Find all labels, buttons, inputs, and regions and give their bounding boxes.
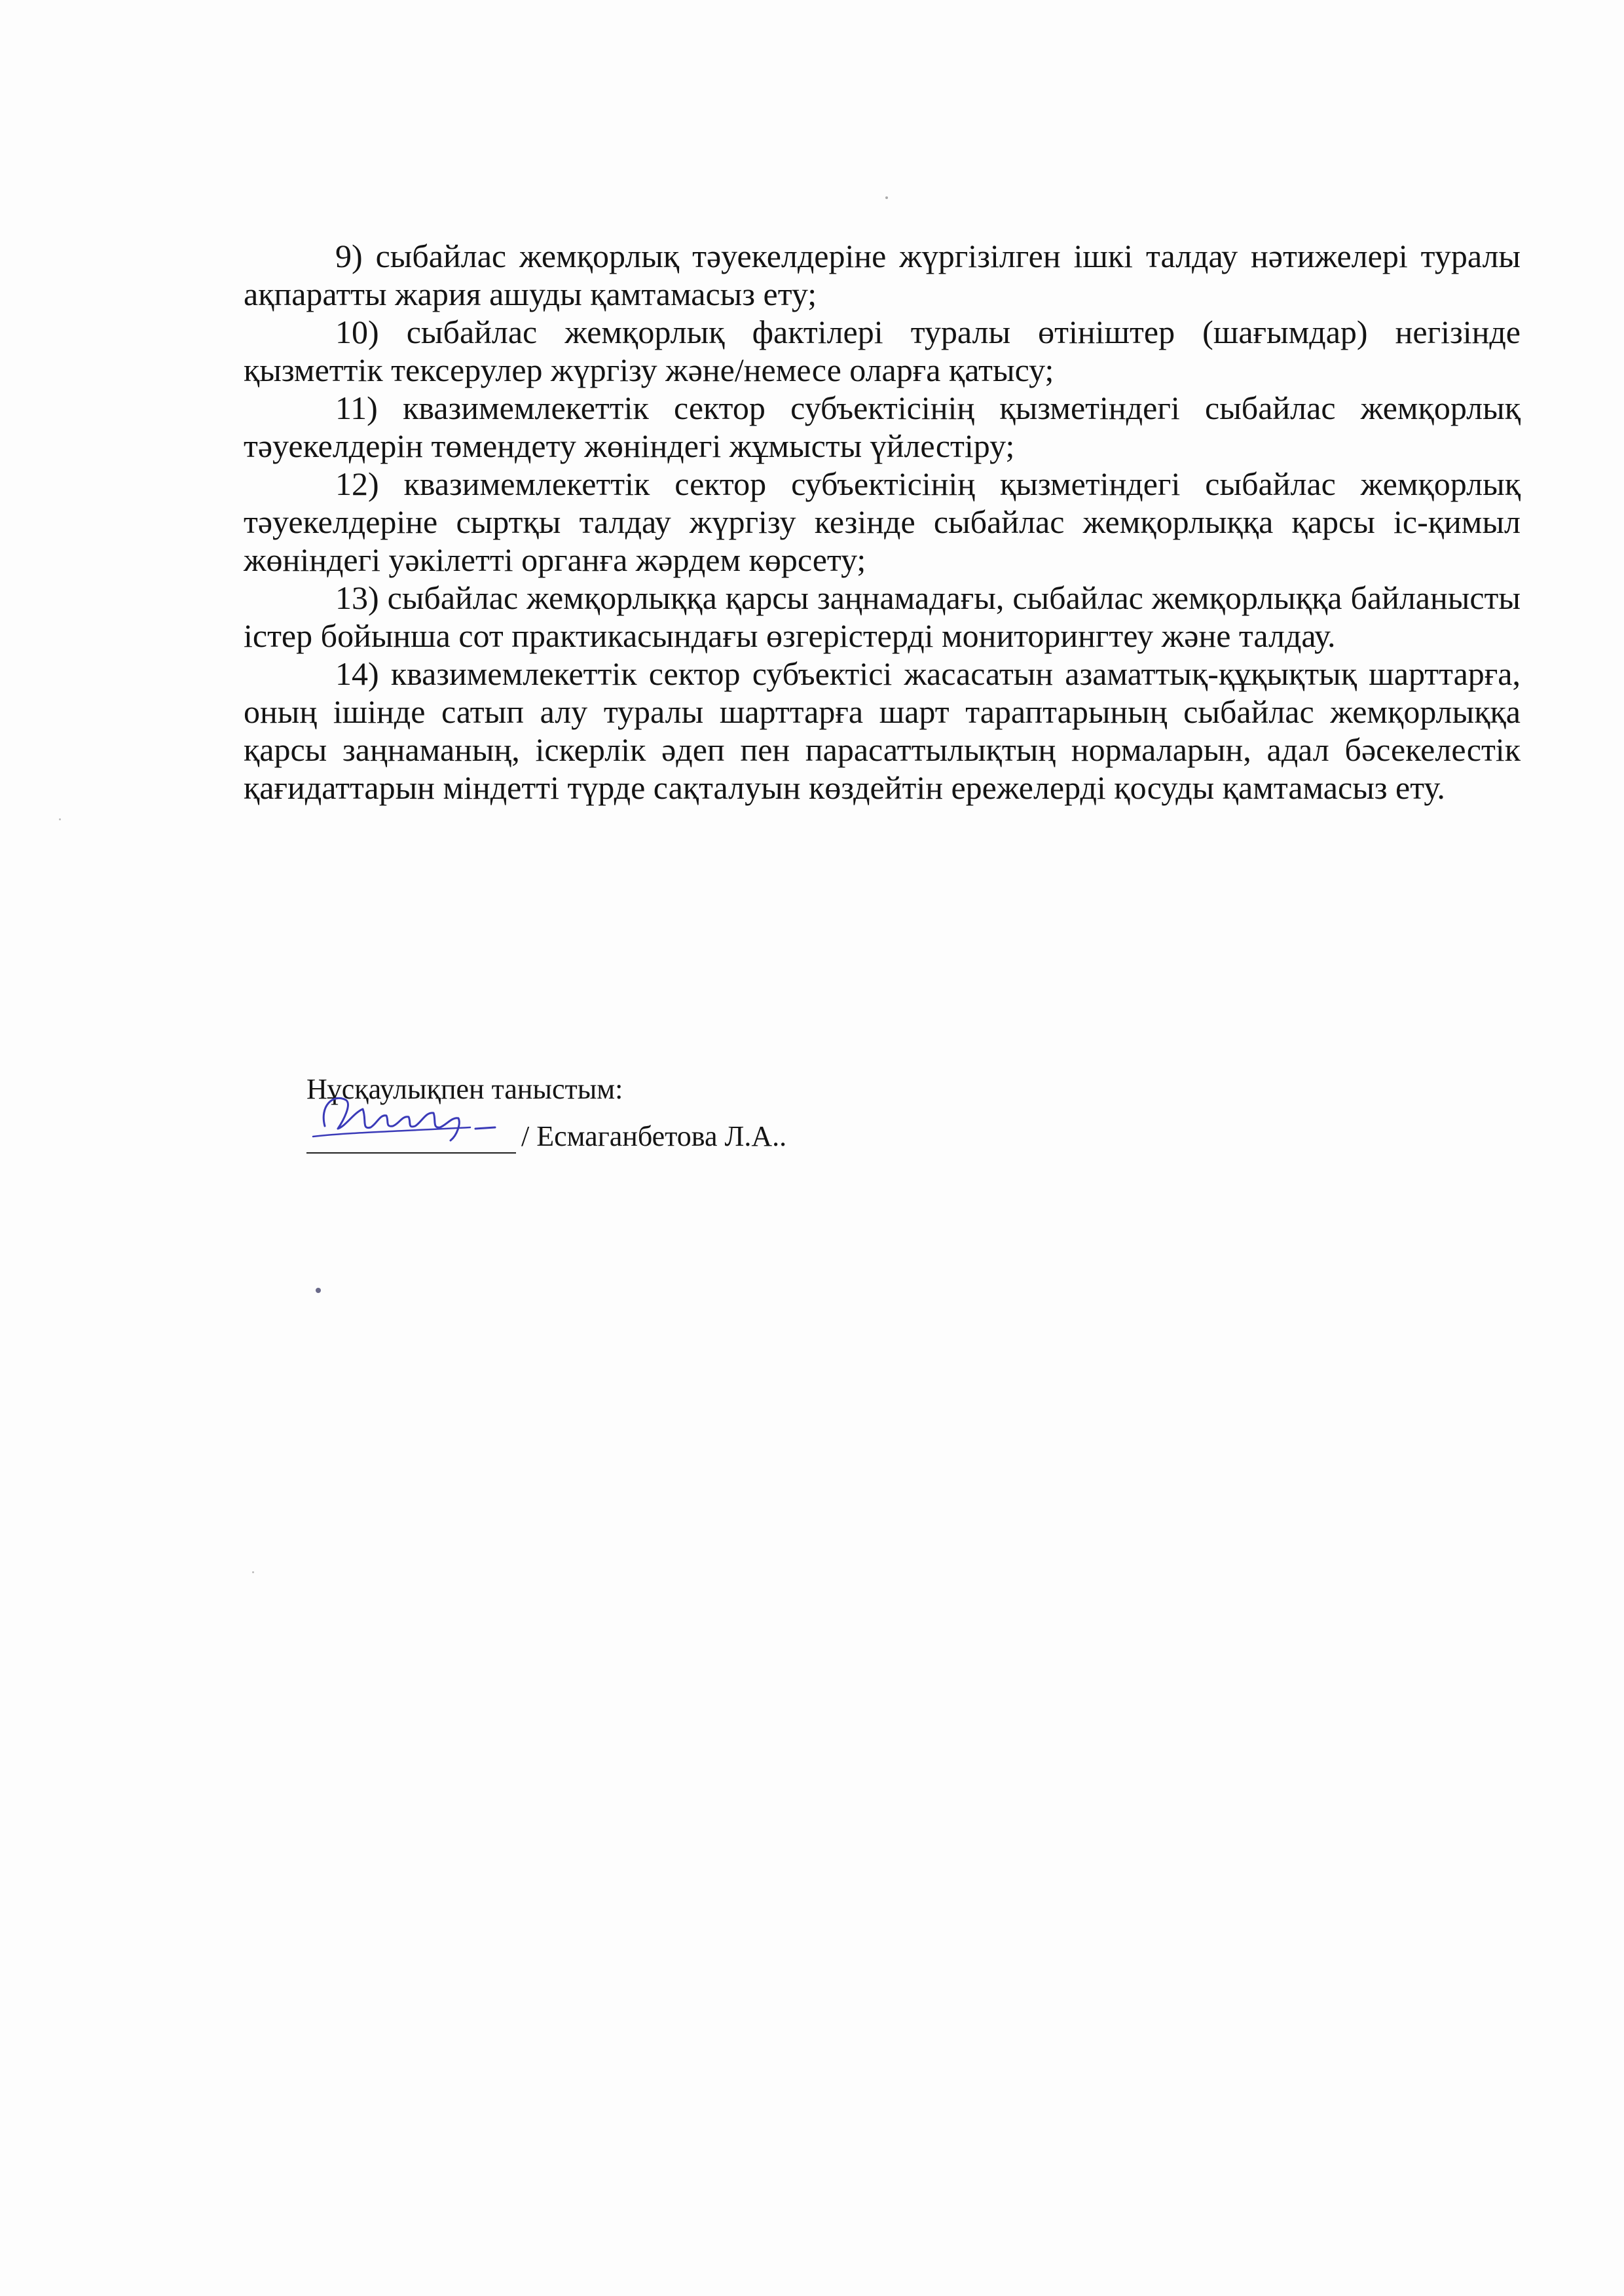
paragraph-item-10: 10) сыбайлас жемқорлық фактілері туралы өтініштер (шағымдар) негізінде қызметтік тексерулер жүргізу және/немесе оларға қатысу; xyxy=(244,314,1521,388)
acknowledgement-label: Нұсқаулықпен таныстым: xyxy=(306,1073,623,1105)
paragraph-item-12: 12) квазимемлекеттік сектор субъектісінің қызметіндегі сыбайлас жемқорлық тәуекелдеріне сыртқы талдау жүргізу кезінде сыбайлас жемқорлыққа қарсы іс-қимыл жөніндегі уәкілетті органға жәрдем көрсету; xyxy=(244,465,1521,578)
signature-row xyxy=(306,1106,961,1154)
ink-speck xyxy=(885,196,888,199)
paragraph-item-14: 14) квазимемлекеттік сектор субъектісі жасасатын азаматтық-құқықтық шарттарға, оның ішінде сатып алу туралы шарттарға шарт тараптарының сыбайлас жемқорлыққа қарсы заңнаманың, іскерлік әдеп пен парасаттылықтың нормаларын, адал бәсекелестік қағидаттарын міндетті түрде сақталуын көздейтін ережелерді қосуды қамтамасыз ету. xyxy=(244,655,1521,806)
paragraph-item-13: 13) сыбайлас жемқорлыққа қарсы заңнамадағы, сыбайлас жемқорлыққа байланысты істер бойынша сот практикасындағы өзгерістерді мониторингтеу және талдау. xyxy=(244,579,1521,654)
ink-speck xyxy=(59,818,61,820)
ink-speck xyxy=(252,1571,254,1573)
signer-name: / Есмаганбетова Л.А.. xyxy=(521,1120,787,1152)
paragraph-item-9: 9) сыбайлас жемқорлық тәуекелдеріне жүргізілген ішкі талдау нәтижелері туралы ақпаратты жария ашуды қамтамасыз ету; xyxy=(244,238,1521,312)
paragraph-item-11: 11) квазимемлекеттік сектор субъектісінің қызметіндегі сыбайлас жемқорлық тәуекелдерін төмендету жөніндегі жұмысты үйлестіру; xyxy=(244,390,1521,464)
handwritten-signature xyxy=(306,1080,516,1152)
acknowledgement-block xyxy=(306,1072,961,1154)
document-body xyxy=(244,237,1521,807)
ink-speck xyxy=(316,1288,321,1293)
